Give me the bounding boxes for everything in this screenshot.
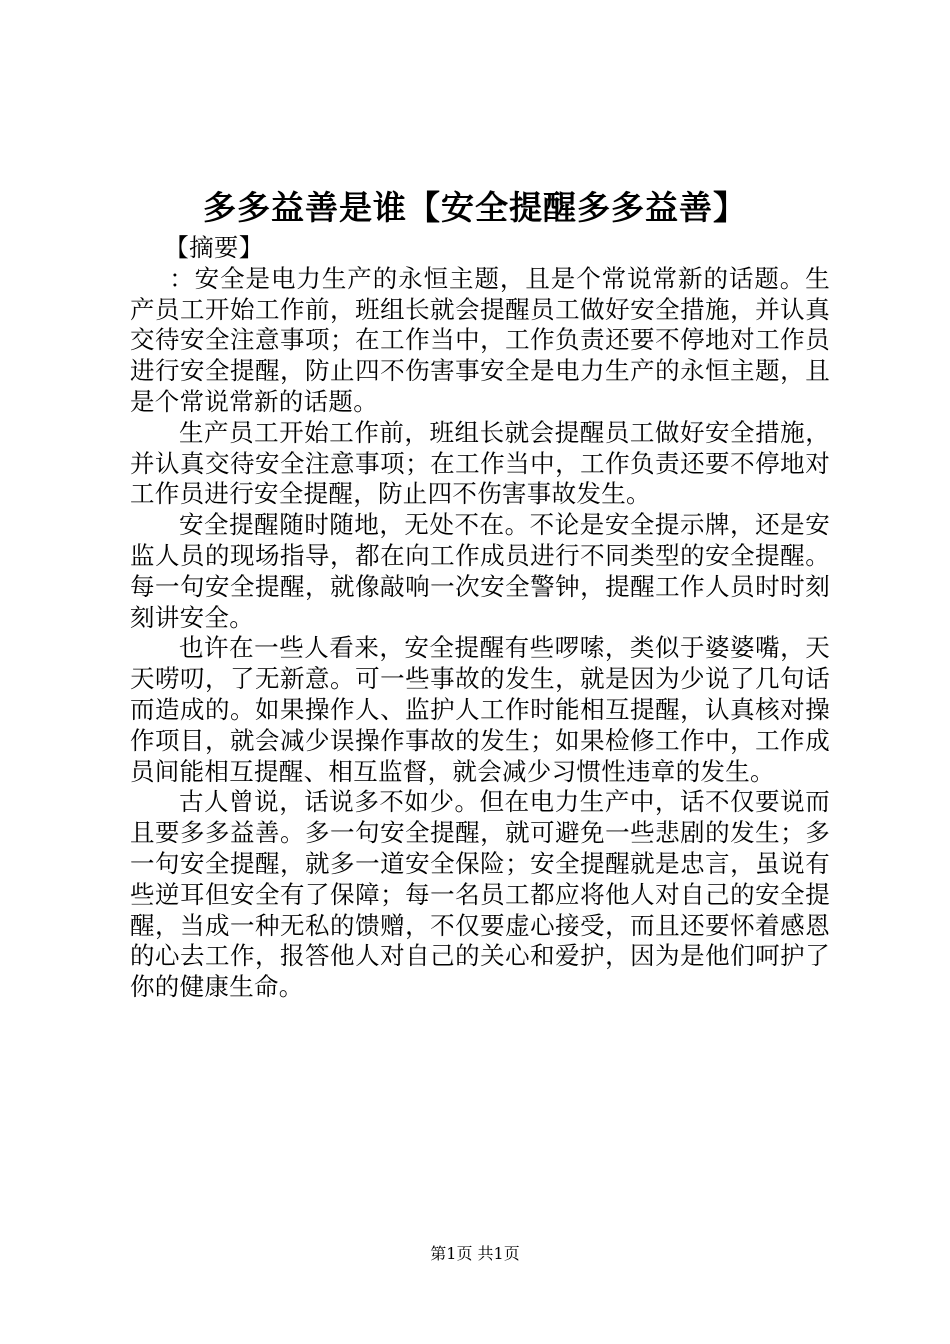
paragraph-4: 也许在一些人看来，安全提醒有些啰嗦，类似于婆婆嘴，天天唠叨，了无新意。可一些事故的发生，就是因为少说了几句话而造成的。如果操作人、监护人工作时能相互提醒，认真核对操作项目，就会减少误操作事故的发生；如果检修工作中，工作成员间能相互提醒、相互监督，就会减少习惯性违章的发生。 bbox=[130, 633, 830, 786]
paragraph-abstract: ：安全是电力生产的永恒主题，且是个常说常新的话题。生产员工开始工作前，班组长就会提醒员工做好安全措施，并认真交待安全注意事项；在工作当中，工作负责还要不停地对工作员进行安全提醒，防止四不伤害事安全是电力生产的永恒主题，且是个常说常新的话题。 bbox=[130, 263, 830, 416]
paragraph-2: 生产员工开始工作前，班组长就会提醒员工做好安全措施，并认真交待安全注意事项；在工作当中，工作负责还要不停地对工作员进行安全提醒，防止四不伤害事故发生。 bbox=[130, 417, 830, 509]
abstract-label: 【摘要】 bbox=[164, 233, 264, 262]
page-footer: 第1页 共1页 bbox=[430, 1244, 520, 1263]
document-body bbox=[130, 233, 830, 1003]
paragraph-5: 古人曾说，话说多不如少。但在电力生产中，话不仅要说而且要多多益善。多一句安全提醒，就可避免一些悲剧的发生；多一句安全提醒，就多一道安全保险；安全提醒就是忠言，虽说有些逆耳但安全有了保障；每一名员工都应将他人对自己的安全提醒，当成一种无私的馈赠，不仅要虚心接受，而且还要怀着感恩的心去工作，报答他人对自己的关心和爱护，因为是他们呵护了你的健康生命。 bbox=[130, 787, 830, 1002]
paragraph-3: 安全提醒随时随地，无处不在。不论是安全提示牌，还是安监人员的现场指导，都在向工作成员进行不同类型的安全提醒。每一句安全提醒，就像敲响一次安全警钟，提醒工作人员时时刻刻讲安全。 bbox=[130, 510, 830, 632]
document-title: 多多益善是谁【安全提醒多多益善】 bbox=[203, 188, 747, 227]
